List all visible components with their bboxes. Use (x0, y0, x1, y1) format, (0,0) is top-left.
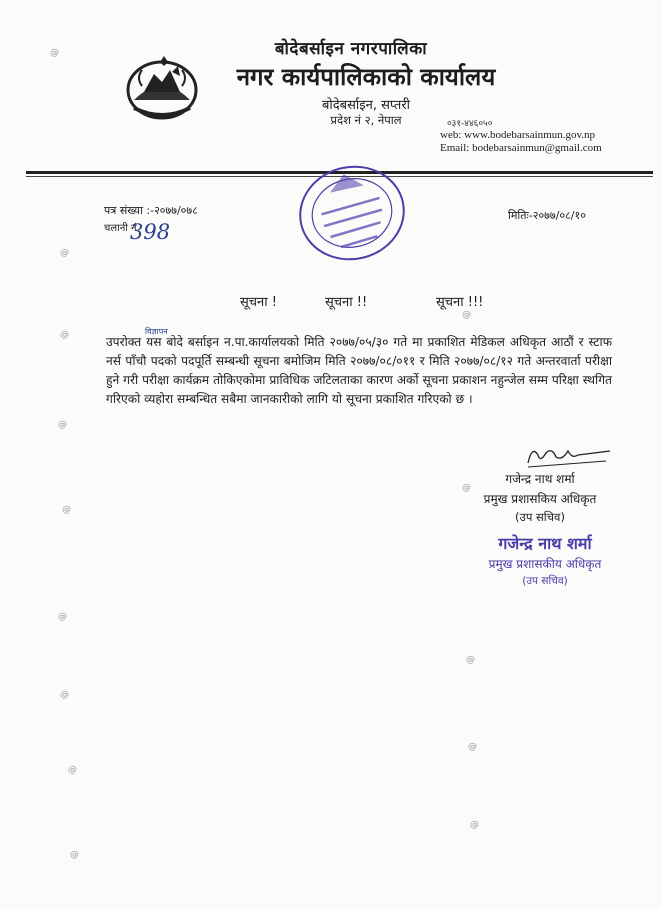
office-name: नगर कार्यपालिकाको कार्यालय (236, 63, 496, 91)
scan-speck: @ (68, 765, 77, 775)
chalani-label: चलानी नं (104, 223, 137, 234)
letter-date: मितिः-२०७७/०८/१० (508, 209, 586, 222)
signatory-post: प्रमुख प्रशासकिय अधिकृत (483, 492, 597, 506)
scan-speck: @ (70, 850, 79, 860)
scan-speck: @ (462, 310, 471, 320)
scan-speck: @ (58, 420, 67, 430)
scan-speck: @ (58, 612, 67, 622)
scan-speck: @ (50, 48, 59, 58)
notice-heading-1: सूचना ! (240, 295, 277, 310)
office-phone: ०३१-४४६०५० (447, 119, 493, 129)
name-stamp-post: प्रमुख प्रशासकीय अधिकृत (488, 557, 602, 571)
name-stamp-rank: (उप सचिव) (522, 575, 568, 587)
scan-speck: @ (462, 483, 471, 493)
signature-icon (522, 441, 612, 471)
office-location: बोदेबर्साइन, सप्तरी (321, 98, 411, 113)
scan-speck: @ (468, 742, 477, 752)
scan-speck: @ (62, 505, 71, 515)
notice-heading-2: सूचना !! (325, 295, 368, 310)
signatory-name: गजेन्द्र नाथ शर्मा (505, 472, 575, 486)
scan-speck: @ (60, 248, 69, 258)
office-province: प्रदेश नं २, नेपाल (330, 113, 402, 127)
handwritten-insertion: विज्ञापन (145, 327, 168, 336)
scan-speck: @ (470, 820, 479, 830)
office-round-stamp-icon (292, 158, 412, 268)
chalani-number: 398 (130, 220, 171, 244)
scan-speck: @ (466, 655, 475, 665)
signatory-rank: (उप सचिव) (515, 510, 565, 524)
name-stamp-name: गजेन्द्र नाथ शर्मा (498, 534, 592, 553)
letter-reference-number: पत्र संख्या :-२०७७/०७८ (104, 204, 198, 217)
office-email: Email: bodebarsainmun@gmail.com (440, 142, 602, 154)
nepal-emblem-icon (120, 52, 204, 122)
scan-speck: @ (60, 690, 69, 700)
scan-speck: @ (60, 330, 69, 340)
notice-body: उपरोक्त यस बोदे बर्साइन न.पा.कार्यालयको मिति २०७७/०५/३० गते मा प्रकाशित मेडिकल अधिकृत आठौं र स्टाफ नर्स पाँचौ पदको पदपूर्ति सम्बन्धी सूचना बमोजिम मिति २०७७/०८/०११ र मिति २०७७/०८/१२ गते अन्तरवार्ता परीक्षा हुने गरी परीक्षा कार्यक्रम तोकिएकोमा प्राविधिक जटिलताका कारण अर्को सूचना प्रकाशन नहुन्जेल सम्म परिक्षा स्थगित गरिएको व्यहोरा सम्बन्धित सबैमा जानकारीको लागि यो सूचना प्रकाशित गरिएको छ । (106, 335, 612, 406)
office-website: web: www.bodebarsainmun.gov.np (440, 129, 595, 141)
notice-heading-3: सूचना !!! (436, 295, 484, 310)
municipality-name: बोदेबर्साइन नगरपालिका (274, 39, 428, 59)
